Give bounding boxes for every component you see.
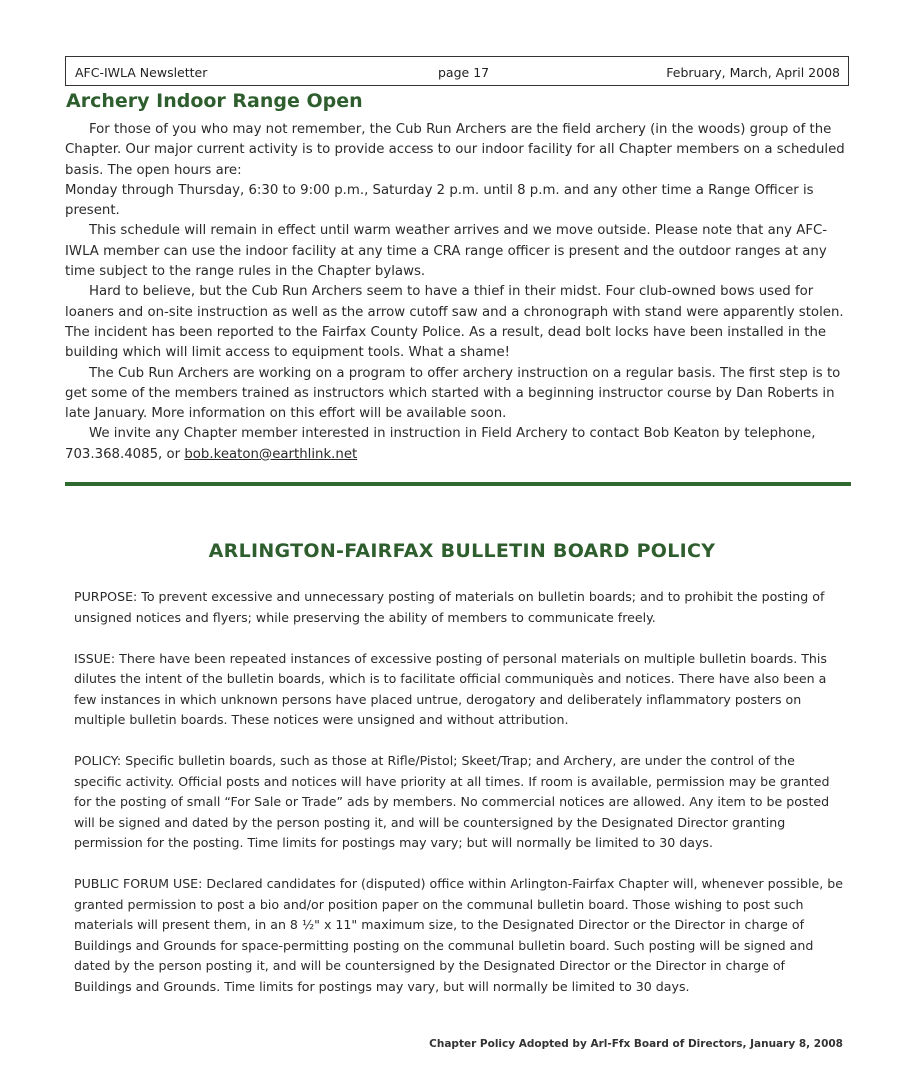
article-body [65,120,855,465]
article-title: Archery Indoor Range Open [66,90,363,112]
article-paragraph-theft: Hard to believe, but the Cub Run Archers seem to have a thief in their midst. Four club-owned bows used for loaners and on-site instruction as well as the arrow cutoff saw and a chronograph with stand were apparently stolen. The incident has been reported to the Fairfax County Police. As a result, dead bolt locks have been installed in the building which will limit access to equipment tools. What a shame! [65,284,844,361]
article-paragraph-intro: For those of you who may not remember, the Cub Run Archers are the field archery (in the woods) group of the Chapter. Our major current activity is to provide access to our indoor facility for all Chapter members on a scheduled basis. The open hours are: [65,122,845,178]
article-paragraph-contact [65,424,855,465]
contact-email-link[interactable]: bob.keaton@earthlink.net [184,446,358,462]
section-divider [65,482,851,486]
newsletter-header [65,56,849,86]
page-number: page 17 [438,65,490,80]
policy-issue: ISSUE: There have been repeated instances of excessive posting of personal materials on multiple bulletin boards. This dilutes the intent of the bulletin boards, which is to facilitate official communiquès and notices. There have also been a few instances in which unknown persons have placed untrue, derogatory and deliberately inflammatory posters on multiple bulletin boards. These notices were unsigned and without attribution. [74,650,827,727]
policy-purpose: PURPOSE: To prevent excessive and unnecessary posting of materials on bulletin boards; and to prohibit the posting of unsigned notices and flyers; while preserving the ability of members to communicate freely. [74,589,825,625]
issue-date: February, March, April 2008 [666,65,840,80]
contact-text: We invite any Chapter member interested in instruction in Field Archery to contact Bob Keaton by telephone, 703.368.4085, or [65,426,816,462]
policy-public-forum: PUBLIC FORUM USE: Declared candidates for (disputed) office within Arlington-Fairfax Chapter will, whenever possible, be granted permission to post a bio and/or position paper on the communal bulletin board. Those wishing to post such materials will present them, in an 8 ½" x 11" maximum size, to the Designated Director or the Director in charge of Buildings and Grounds for space-permitting posting on the communal bulletin board. Such posting will be signed and dated by the person posting it, and will be countersigned by the Designated Director or the Director in charge of Buildings and Grounds. Time limits for postings may vary, but will normally be limited to 30 days. [74,876,843,994]
policy-policy: POLICY: Specific bulletin boards, such as those at Rifle/Pistol; Skeet/Trap; and Archery, are under the control of the specific activity. Official posts and notices will have priority at all times. If room is available, permission may be granted for the posting of small “For Sale or Trade” ads by members. No commercial notices are allowed. Any item to be posted will be signed and dated by the person posting it, and will be countersigned by the Designated Director granting permission for the posting. Time limits for postings may vary; but will normally be limited to 30 days. [74,753,830,850]
article-paragraph-hours: Monday through Thursday, 6:30 to 9:00 p.m., Saturday 2 p.m. until 8 p.m. and any other time a Range Officer is present. [65,182,814,219]
article-paragraph-instruction: The Cub Run Archers are working on a program to offer archery instruction on a regular basis. The first step is to get some of the members trained as instructors which started with a beginning instructor course by Dan Roberts in late January. More information on this effort will be available soon. [65,365,841,422]
newsletter-name: AFC-IWLA Newsletter [75,65,208,80]
article-paragraph-schedule: This schedule will remain in effect until warm weather arrives and we move outside. Please note that any AFC-IWLA member can use the indoor facility at any time a CRA range officer is present and the outdoor ranges at any time subject to the range rules in the Chapter bylaws. [65,223,828,280]
policy-title: ARLINGTON-FAIRFAX BULLETIN BOARD POLICY [208,540,716,562]
policy-body [74,587,844,1018]
policy-footer: Chapter Policy Adopted by Arl-Ffx Board of Directors, January 8, 2008 [429,1038,843,1050]
